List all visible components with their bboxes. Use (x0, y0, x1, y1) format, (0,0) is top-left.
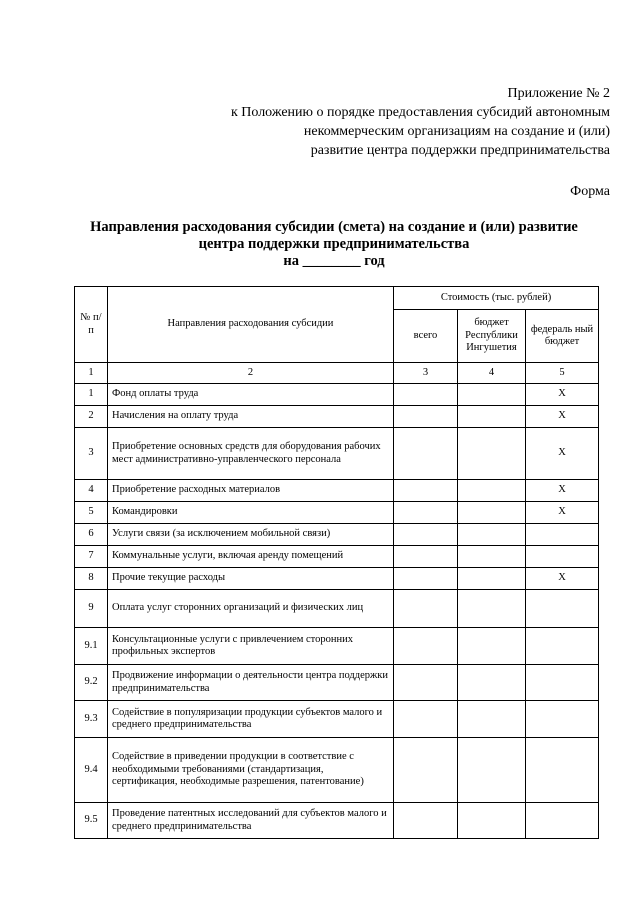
header-republic-budget: бюджет Республики Ингушетия (458, 310, 526, 363)
row-number: 6 (75, 524, 108, 546)
table-row (75, 406, 599, 428)
row-republic (458, 665, 526, 701)
table-row (75, 590, 599, 628)
row-republic (458, 546, 526, 568)
row-republic (458, 701, 526, 738)
row-total (394, 665, 458, 701)
row-republic (458, 384, 526, 406)
table-row (75, 502, 599, 524)
row-total (394, 524, 458, 546)
row-number: 9.5 (75, 803, 108, 839)
table-row (75, 428, 599, 480)
header-cost: Стоимость (тыс. рублей) (394, 287, 599, 310)
column-number: 4 (458, 363, 526, 384)
title-line: Направления расходования субсидии (смета) на создание и (или) развитие (90, 219, 578, 235)
row-number: 9 (75, 590, 108, 628)
appendix-line: развитие центра поддержки предпринимательства (310, 143, 610, 158)
row-name: Продвижение информации о деятельности центра поддержки предпринимательства (108, 665, 394, 701)
row-number: 2 (75, 406, 108, 428)
table-row (75, 568, 599, 590)
row-number: 7 (75, 546, 108, 568)
row-federal: X (526, 502, 599, 524)
row-name: Содействие в популяризации продукции субъектов малого и среднего предпринимательства (108, 701, 394, 738)
row-federal (526, 524, 599, 546)
row-name: Прочие текущие расходы (108, 568, 394, 590)
row-total (394, 480, 458, 502)
appendix-line: к Положению о порядке предоставления субсидий автономным (230, 105, 610, 120)
row-republic (458, 590, 526, 628)
column-number-row (75, 363, 599, 384)
row-number: 9.4 (75, 738, 108, 803)
header-direction: Направления расходования субсидии (108, 287, 394, 363)
column-number: 3 (394, 363, 458, 384)
row-republic (458, 480, 526, 502)
row-number: 9.3 (75, 701, 108, 738)
row-total (394, 628, 458, 665)
header-total: всего (394, 310, 458, 363)
column-number: 5 (526, 363, 599, 384)
table-row (75, 701, 599, 738)
row-number: 3 (75, 428, 108, 480)
table-row (75, 546, 599, 568)
title-line: центра поддержки предпринимательства (198, 236, 470, 252)
row-name: Оплата услуг сторонних организаций и физических лиц (108, 590, 394, 628)
row-total (394, 428, 458, 480)
row-federal (526, 803, 599, 839)
column-number: 1 (75, 363, 108, 384)
row-federal: X (526, 406, 599, 428)
row-name: Начисления на оплату труда (108, 406, 394, 428)
table-row (75, 628, 599, 665)
row-republic (458, 406, 526, 428)
form-label: Форма (570, 184, 610, 199)
table-row (75, 480, 599, 502)
header-num: № п/п (75, 287, 108, 363)
row-name: Содействие в приведении продукции в соответствие с необходимыми требованиями (стандартизация, сертификация, необходимые разрешения, патентование) (108, 738, 394, 803)
row-republic (458, 428, 526, 480)
row-name: Приобретение основных средств для оборудования рабочих мест административно-управленческого персонала (108, 428, 394, 480)
row-number: 1 (75, 384, 108, 406)
row-republic (458, 568, 526, 590)
row-federal (526, 738, 599, 803)
row-name: Приобретение расходных материалов (108, 480, 394, 502)
row-total (394, 502, 458, 524)
row-total (394, 803, 458, 839)
row-number: 9.2 (75, 665, 108, 701)
table-row (75, 803, 599, 839)
column-number: 2 (108, 363, 394, 384)
row-federal: X (526, 568, 599, 590)
table-row (75, 665, 599, 701)
appendix-line: Приложение № 2 (507, 86, 610, 101)
row-name: Услуги связи (за исключением мобильной связи) (108, 524, 394, 546)
row-total (394, 546, 458, 568)
row-number: 8 (75, 568, 108, 590)
row-total (394, 568, 458, 590)
row-federal (526, 546, 599, 568)
document-title (60, 219, 608, 270)
row-number: 5 (75, 502, 108, 524)
row-federal: X (526, 384, 599, 406)
row-total (394, 701, 458, 738)
table-row (75, 738, 599, 803)
row-federal (526, 590, 599, 628)
row-federal: X (526, 480, 599, 502)
row-number: 4 (75, 480, 108, 502)
row-total (394, 406, 458, 428)
row-total (394, 590, 458, 628)
row-name: Проведение патентных исследований для субъектов малого и среднего предпринимательства (108, 803, 394, 839)
row-name: Консультационные услуги с привлечением сторонних профильных экспертов (108, 628, 394, 665)
title-line: на ________ год (283, 253, 385, 269)
row-federal (526, 665, 599, 701)
table-row (75, 524, 599, 546)
appendix-header (231, 84, 610, 160)
row-republic (458, 628, 526, 665)
row-republic (458, 738, 526, 803)
row-name: Фонд оплаты труда (108, 384, 394, 406)
row-name: Командировки (108, 502, 394, 524)
header-federal-budget: федераль ный бюджет (526, 310, 599, 363)
row-republic (458, 524, 526, 546)
row-federal (526, 628, 599, 665)
appendix-line: некоммерческим организациям на создание и (или) (303, 124, 610, 139)
row-republic (458, 502, 526, 524)
row-name: Коммунальные услуги, включая аренду помещений (108, 546, 394, 568)
row-total (394, 384, 458, 406)
row-total (394, 738, 458, 803)
row-number: 9.1 (75, 628, 108, 665)
budget-table (74, 286, 599, 839)
row-federal: X (526, 428, 599, 480)
row-republic (458, 803, 526, 839)
row-federal (526, 701, 599, 738)
table-row (75, 384, 599, 406)
